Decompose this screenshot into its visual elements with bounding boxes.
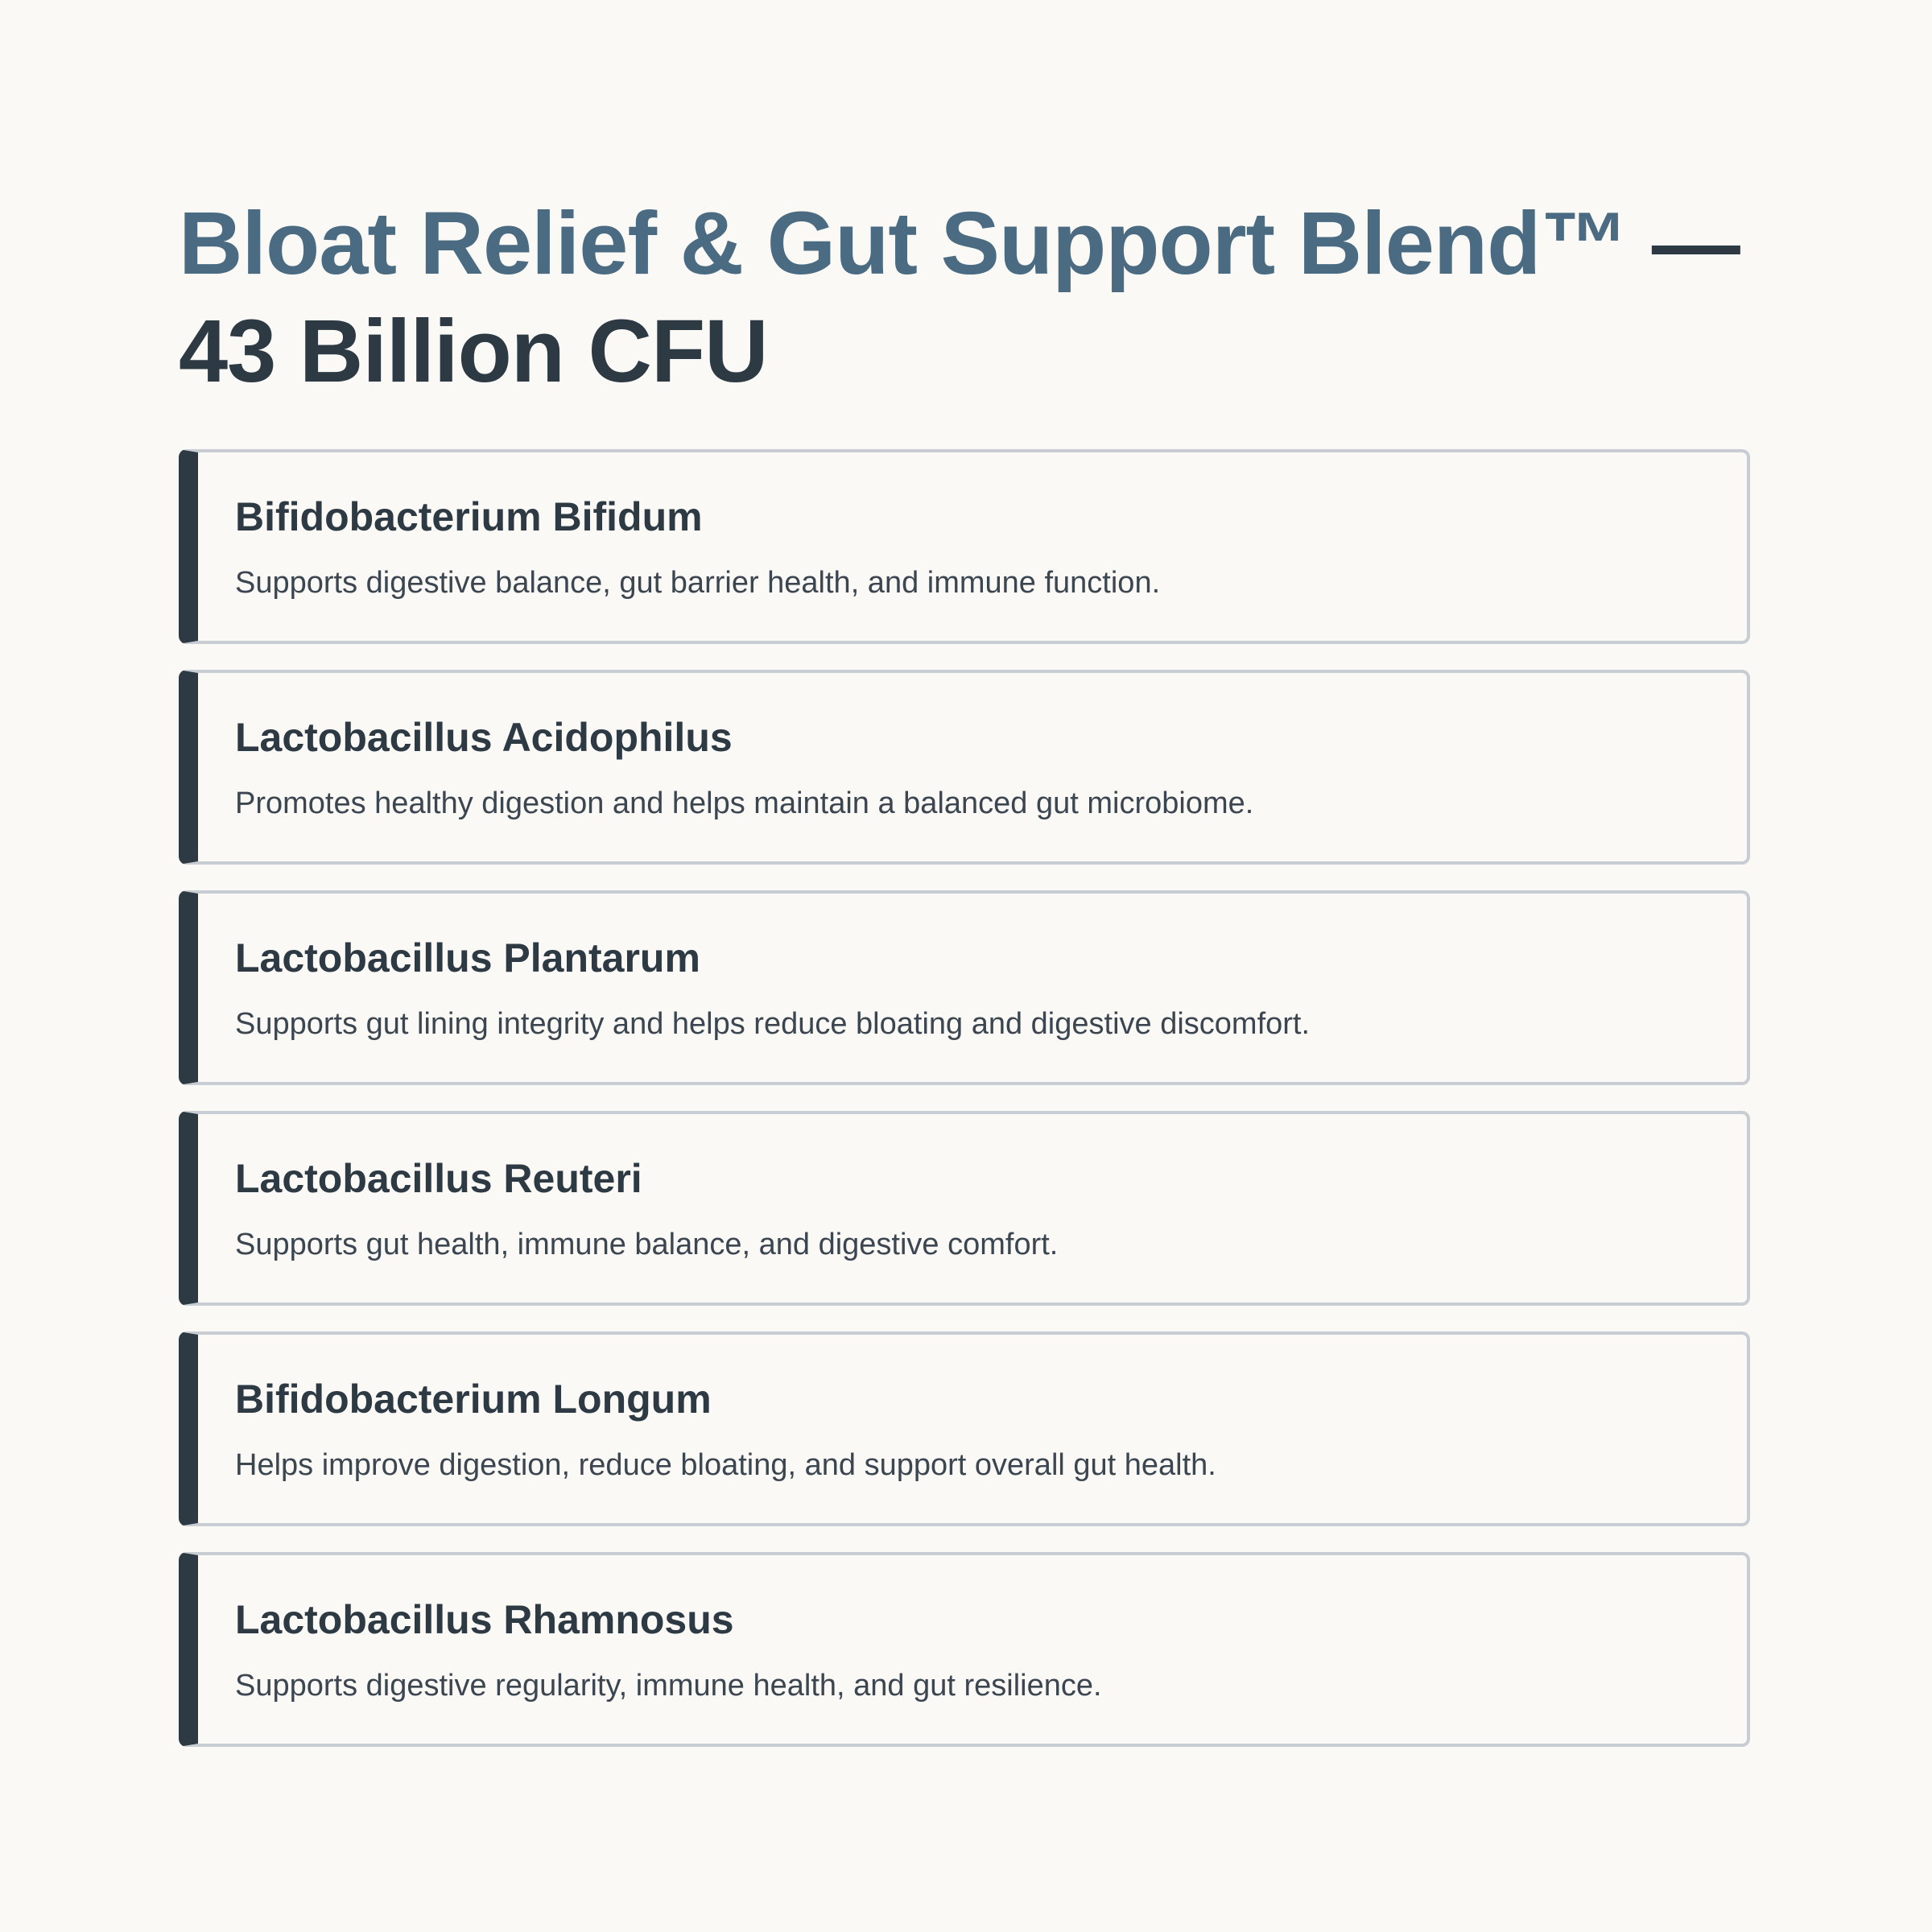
- strain-card: [179, 1552, 1750, 1747]
- strain-name: Bifidobacterium Bifidum: [235, 494, 703, 539]
- strain-list: [179, 449, 1750, 1773]
- strain-description: Promotes healthy digestion and helps maintain a balanced gut microbiome.: [235, 786, 1254, 820]
- title-product-name: Bloat Relief & Gut Support Blend™: [179, 194, 1629, 293]
- title-cfu-count: — 43 Billion CFU: [179, 194, 1740, 401]
- strain-description: Supports digestive balance, gut barrier health, and immune function.: [235, 566, 1161, 600]
- page-title: [179, 190, 1750, 406]
- strain-description: Supports gut health, immune balance, and digestive comfort.: [235, 1228, 1059, 1261]
- product-page: [179, 190, 1750, 1703]
- strain-description: Supports gut lining integrity and helps reduce bloating and digestive discomfort.: [235, 1007, 1311, 1041]
- strain-description: Helps improve digestion, reduce bloating, and support overall gut health.: [235, 1448, 1216, 1482]
- strain-name: Lactobacillus Rhamnosus: [235, 1597, 734, 1642]
- strain-card: [179, 1331, 1750, 1526]
- strain-name: Lactobacillus Plantarum: [235, 935, 700, 980]
- strain-card: [179, 1111, 1750, 1306]
- strain-name: Lactobacillus Reuteri: [235, 1156, 642, 1201]
- strain-card: [179, 670, 1750, 865]
- strain-name: Bifidobacterium Longum: [235, 1377, 712, 1422]
- strain-card: [179, 449, 1750, 644]
- strain-card: [179, 890, 1750, 1085]
- strain-description: Supports digestive regularity, immune health, and gut resilience.: [235, 1669, 1102, 1703]
- strain-name: Lactobacillus Acidophilus: [235, 715, 733, 760]
